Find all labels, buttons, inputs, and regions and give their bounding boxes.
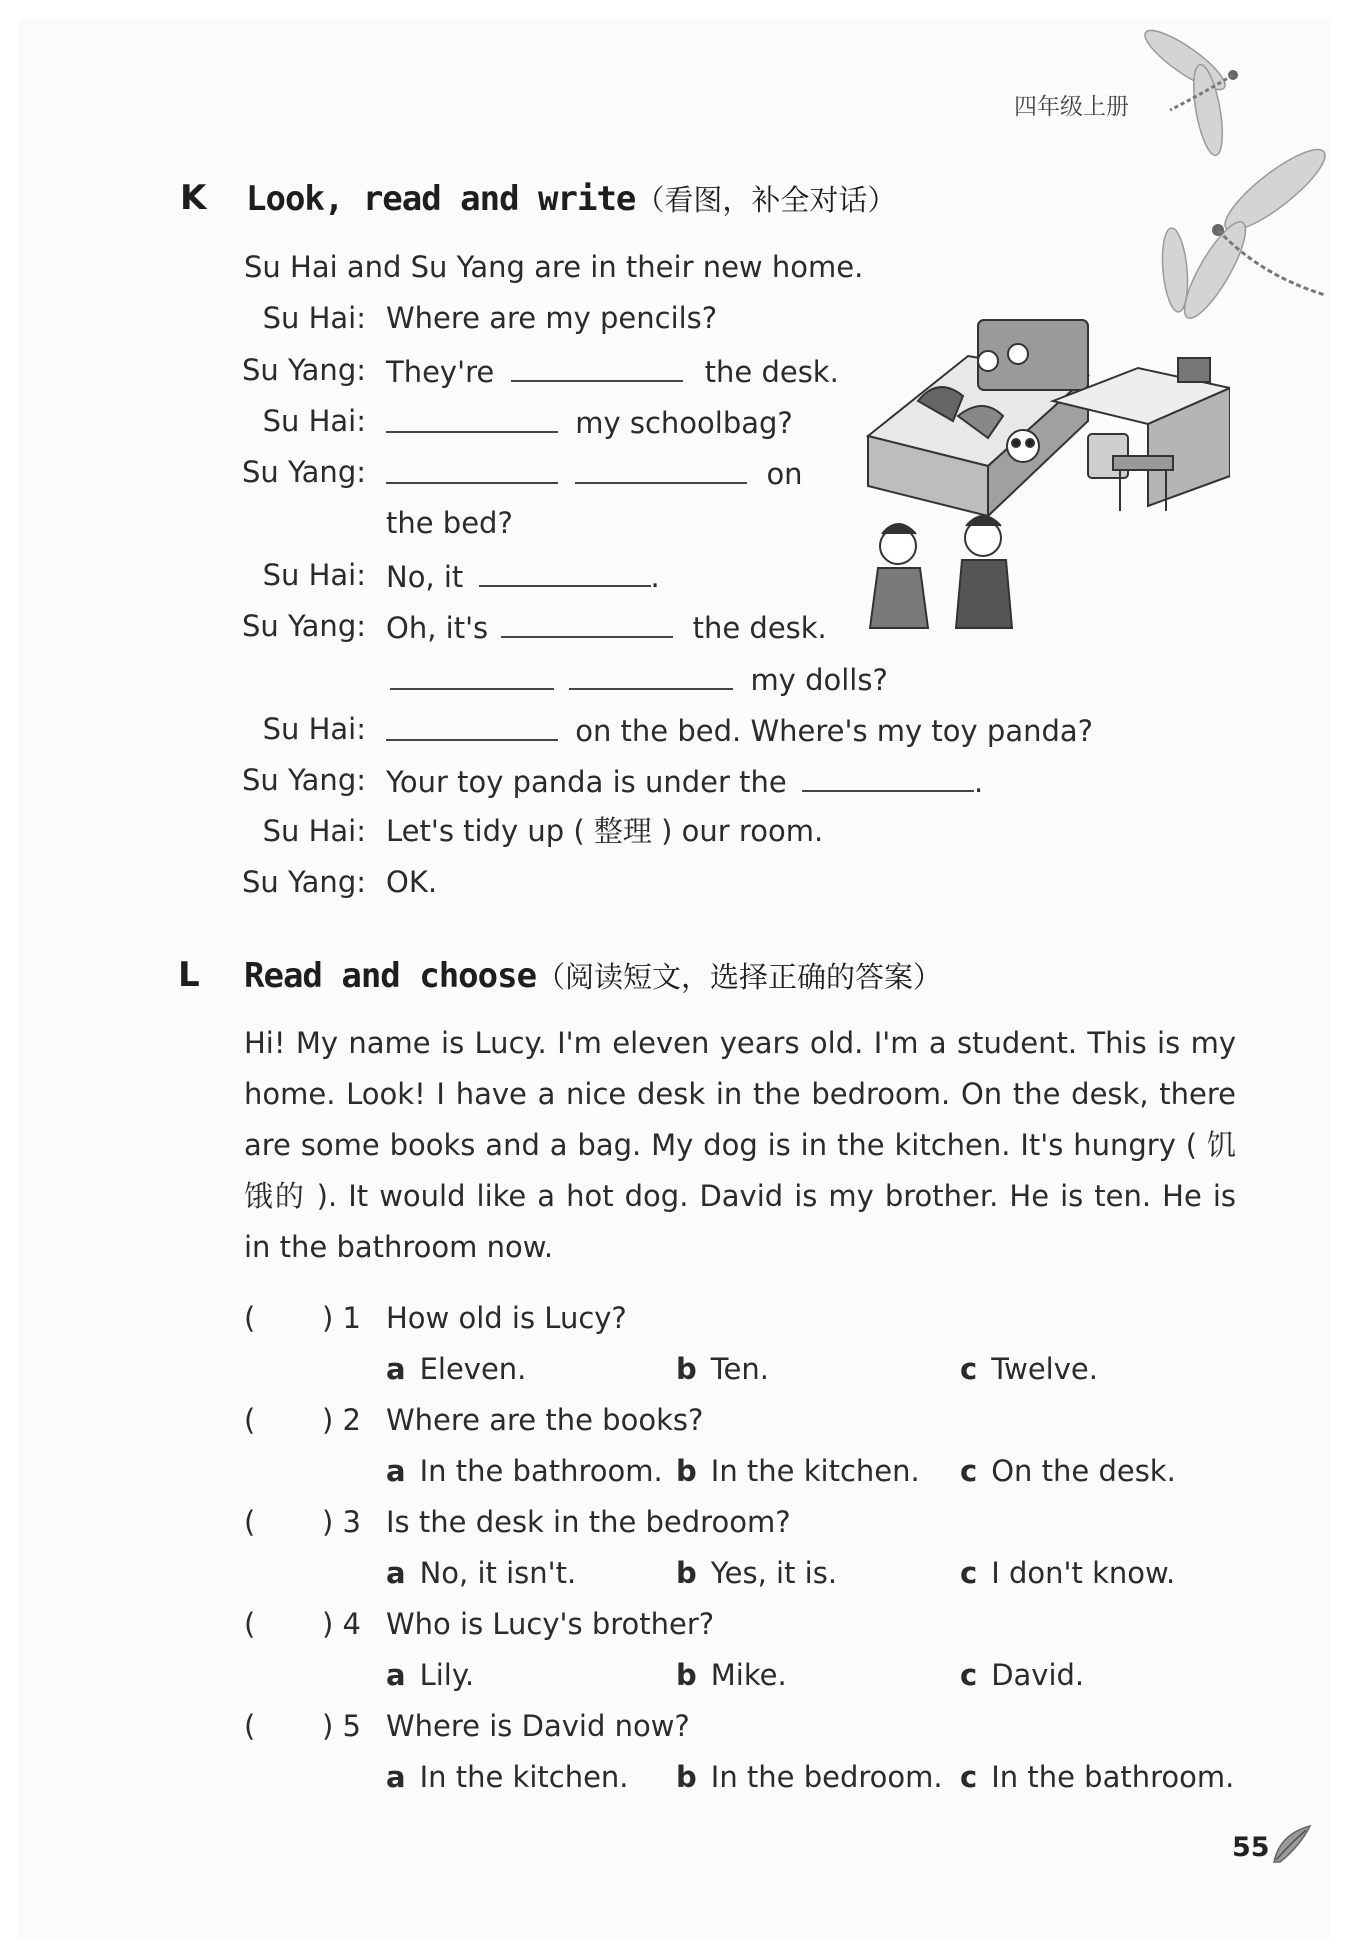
- speaker: Su Yang:: [241, 609, 366, 643]
- dialogue-text: Where are my pencils?: [386, 301, 718, 335]
- question-number: ) 1: [322, 1301, 361, 1335]
- option-a[interactable]: [386, 1655, 474, 1695]
- answer-blank[interactable]: [386, 709, 558, 741]
- option-letter: b: [676, 1454, 697, 1488]
- option-text: In the bathroom.: [991, 1760, 1235, 1794]
- option-a[interactable]: [386, 1553, 576, 1593]
- answer-paren-open[interactable]: (: [244, 1301, 256, 1335]
- option-letter: b: [676, 1658, 697, 1692]
- speaker: Su Hai:: [262, 558, 366, 592]
- dialogue-text: OK.: [386, 865, 438, 899]
- bedroom-illustration: [858, 306, 1230, 638]
- option-text: David.: [991, 1658, 1085, 1692]
- dialogue-text: Your toy panda is under the: [386, 765, 787, 799]
- answer-blank[interactable]: [575, 452, 747, 484]
- option-text: Mike.: [710, 1658, 787, 1692]
- page-number: 55: [1232, 1832, 1270, 1863]
- option-text: No, it isn't.: [419, 1556, 577, 1590]
- option-text: On the desk.: [991, 1454, 1176, 1488]
- dialogue-line: [386, 452, 803, 494]
- option-c[interactable]: [960, 1553, 1175, 1593]
- option-letter: b: [676, 1760, 697, 1794]
- option-b[interactable]: [676, 1757, 943, 1797]
- dialogue-line: [386, 709, 1093, 751]
- option-a[interactable]: [386, 1349, 526, 1389]
- speaker: Su Hai:: [262, 301, 366, 335]
- answer-blank[interactable]: [386, 401, 558, 433]
- answer-paren-open[interactable]: (: [244, 1709, 256, 1743]
- answer-blank[interactable]: [479, 555, 651, 587]
- dialogue-text: They're: [386, 355, 495, 389]
- dialogue-text: Oh, it's: [386, 611, 489, 645]
- section-k-title-cn: （看图，补全对话）: [635, 183, 897, 217]
- option-letter: c: [960, 1658, 978, 1692]
- question-number: ) 5: [322, 1709, 361, 1743]
- section-l-title-en: Read and choose: [244, 956, 537, 996]
- option-letter: c: [960, 1454, 978, 1488]
- dialogue-text: my schoolbag?: [575, 406, 793, 440]
- dialogue-text: on: [766, 457, 803, 491]
- question-text: How old is Lucy?: [386, 1301, 627, 1335]
- leaf-icon: [1270, 1822, 1316, 1866]
- speaker: Su Hai:: [262, 404, 366, 438]
- option-c[interactable]: [960, 1451, 1176, 1491]
- dialogue-line: [386, 401, 793, 443]
- answer-paren-open[interactable]: (: [244, 1607, 256, 1641]
- answer-paren-open[interactable]: (: [244, 1403, 256, 1437]
- section-k-title-en: Look, read and write: [246, 179, 636, 219]
- question-number: ) 4: [322, 1607, 361, 1641]
- option-text: Eleven.: [419, 1352, 527, 1386]
- dialogue-line: [386, 555, 660, 597]
- dialogue-text: my dolls?: [750, 663, 888, 697]
- option-a[interactable]: [386, 1757, 629, 1797]
- option-text: In the bathroom.: [419, 1454, 663, 1488]
- option-b[interactable]: [676, 1553, 837, 1593]
- answer-blank[interactable]: [501, 606, 673, 638]
- speaker: Su Yang:: [241, 763, 366, 797]
- section-l-title: [244, 955, 942, 996]
- dialogue-text: the desk.: [692, 611, 827, 645]
- grade-label: 四年级上册: [1014, 94, 1129, 120]
- question-number: ) 3: [322, 1505, 361, 1539]
- section-k-letter: K: [180, 178, 207, 218]
- dialogue-text: the desk.: [704, 355, 839, 389]
- dialogue-text: Let's tidy up ( 整理 ) our room.: [386, 814, 824, 848]
- option-b[interactable]: [676, 1655, 787, 1695]
- question-text: Is the desk in the bedroom?: [386, 1505, 791, 1539]
- dialogue-text: .: [973, 765, 984, 799]
- option-b[interactable]: [676, 1349, 769, 1389]
- option-c[interactable]: [960, 1349, 1098, 1389]
- option-letter: a: [386, 1556, 406, 1590]
- option-letter: c: [960, 1352, 978, 1386]
- answer-blank[interactable]: [386, 452, 558, 484]
- answer-paren-open[interactable]: (: [244, 1505, 256, 1539]
- dialogue-text: on the bed. Where's my toy panda?: [575, 714, 1094, 748]
- option-b[interactable]: [676, 1451, 920, 1491]
- option-letter: a: [386, 1454, 406, 1488]
- dialogue-text: the bed?: [386, 506, 513, 540]
- section-l-letter: L: [178, 955, 200, 995]
- answer-blank[interactable]: [802, 760, 974, 792]
- section-k-intro: Su Hai and Su Yang are in their new home.: [244, 250, 864, 284]
- section-k-title: [246, 178, 896, 219]
- speaker: Su Yang:: [241, 865, 366, 899]
- option-text: Yes, it is.: [710, 1556, 838, 1590]
- option-letter: a: [386, 1658, 406, 1692]
- option-text: Twelve.: [991, 1352, 1098, 1386]
- dialogue-text: .: [650, 560, 660, 594]
- speaker: Su Hai:: [262, 712, 366, 746]
- dialogue-line: [386, 350, 839, 392]
- option-text: Lily.: [419, 1658, 475, 1692]
- option-c[interactable]: [960, 1655, 1084, 1695]
- reading-passage: Hi! My name is Lucy. I'm eleven years old. I'm a student. This is my home. Look! I have a nice desk in the bedroom. On the desk, there are some books and a bag. My dog is in the kitchen. It's hungry ( 饥饿的 ). It would like a hot dog. David is my brother. He is ten. He is in the bathroom now.: [244, 1026, 1236, 1264]
- dialogue-text: No, it: [386, 560, 464, 594]
- option-letter: c: [960, 1760, 978, 1794]
- option-letter: b: [676, 1556, 697, 1590]
- option-a[interactable]: [386, 1451, 663, 1491]
- option-letter: c: [960, 1556, 978, 1590]
- answer-blank[interactable]: [390, 658, 554, 690]
- question-text: Where are the books?: [386, 1403, 704, 1437]
- question-text: Where is David now?: [386, 1709, 690, 1743]
- option-letter: b: [676, 1352, 697, 1386]
- dialogue-line: [386, 760, 983, 802]
- option-letter: a: [386, 1760, 406, 1794]
- option-letter: a: [386, 1352, 406, 1386]
- answer-blank[interactable]: [569, 658, 733, 690]
- option-text: In the bedroom.: [710, 1760, 943, 1794]
- dialogue-line: [386, 606, 827, 648]
- option-c[interactable]: [960, 1757, 1234, 1797]
- option-text: In the kitchen.: [710, 1454, 920, 1488]
- option-text: I don't know.: [991, 1556, 1176, 1590]
- question-text: Who is Lucy's brother?: [386, 1607, 715, 1641]
- speaker: Su Yang:: [241, 455, 366, 489]
- section-l-title-cn: （阅读短文，选择正确的答案）: [536, 960, 943, 994]
- answer-blank[interactable]: [511, 350, 683, 382]
- speaker: Su Yang:: [241, 353, 366, 387]
- speaker: Su Hai:: [262, 814, 366, 848]
- option-text: In the kitchen.: [419, 1760, 629, 1794]
- option-text: Ten.: [710, 1352, 769, 1386]
- question-number: ) 2: [322, 1403, 361, 1437]
- dialogue-line: [390, 658, 888, 700]
